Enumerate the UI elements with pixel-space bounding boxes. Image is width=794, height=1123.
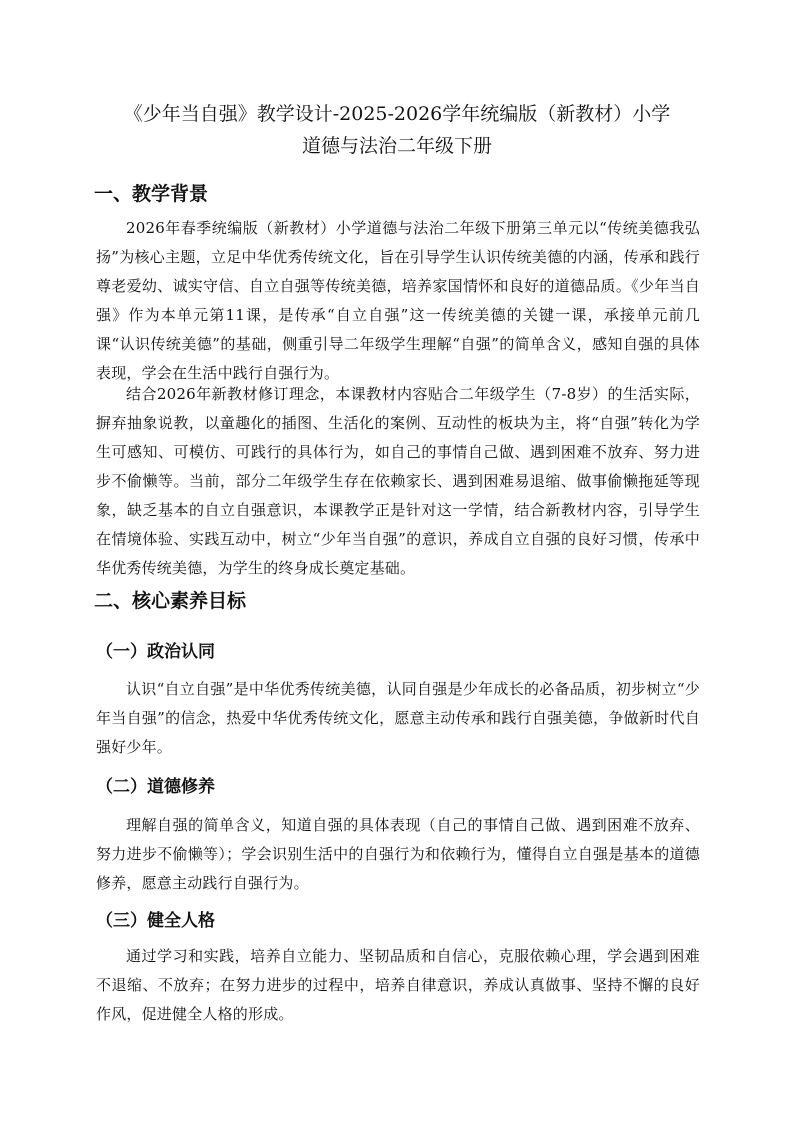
section-heading-background: 一、教学背景	[94, 183, 209, 205]
sound-personality-paragraph: 通过学习和实践，培养自立能力、坚韧品质和自信心，克服依赖心理，学会遇到困难不退缩、不放弃；在努力进步的过程中，培养自律意识，养成认真做事、坚持不懈的良好作风，促进健全人格的形成。	[96, 947, 700, 1023]
political-identity-paragraph: 认识“自立自强”是中华优秀传统美德，认同自强是少年成长的必备品质，初步树立“少年当自强”的信念，热爱中华优秀传统文化，愿意主动传承和践行自强美德，争做新时代自强好少年。	[96, 680, 700, 756]
document-title-line-2: 道德与法治二年级下册	[301, 135, 492, 157]
subheading-political-identity: （一）政治认同	[96, 642, 215, 662]
subheading-moral-cultivation: （二）道德修养	[96, 777, 215, 797]
background-paragraph-2: 结合2026年新教材修订理念，本课教材内容贴合二年级学生（7-8岁）的生活实际，摒弃抽象说教，以童趣化的插图、生活化的案例、互动性的板块为主，将“自强”转化为学生可感知、可模仿、可践行的具体行为，如自己的事情自己做、遇到困难不放弃、努力进步不偷懒等。当前，部分二年级学生存在依赖家长、遇到困难易退缩、做事偷懒拖延等现象，缺乏基本的自立自强意识，本课教学正是针对这一学情，结合新教材内容，引导学生在情境体验、实践互动中，树立“少年当自强”的意识，养成自立自强的良好习惯，传承中华优秀传统美德，为学生的终身成长奠定基础。	[96, 385, 700, 577]
section-heading-goals: 二、核心素养目标	[94, 590, 247, 612]
moral-cultivation-paragraph: 理解自强的简单含义，知道自强的具体表现（自己的事情自己做、遇到困难不放弃、努力进步不偷懒等）；学会识别生活中的自强行为和依赖行为，懂得自立自强是基本的道德修养，愿意主动践行自强行为。	[96, 816, 700, 892]
document-title-line-1: 《少年当自强》教学设计-2025-2026学年统编版（新教材）小学	[123, 103, 671, 125]
background-paragraph-1: 2026年春季统编版（新教材）小学道德与法治二年级下册第三单元以“传统美德我弘扬”为核心主题，立足中华优秀传统文化，旨在引导学生认识传统美德的内涵，传承和践行尊老爱幼、诚实守信、自立自强等传统美德，培养家国情怀和良好的道德品质。《少年当自强》作为本单元第11课，是传承“自立自强”这一传统美德的关键一课，承接单元前几课“认识传统美德”的基础，侧重引导二年级学生理解“自强”的简单含义，感知自强的具体表现，学会在生活中践行自强行为。	[96, 219, 700, 382]
subheading-sound-personality: （三）健全人格	[96, 911, 215, 931]
